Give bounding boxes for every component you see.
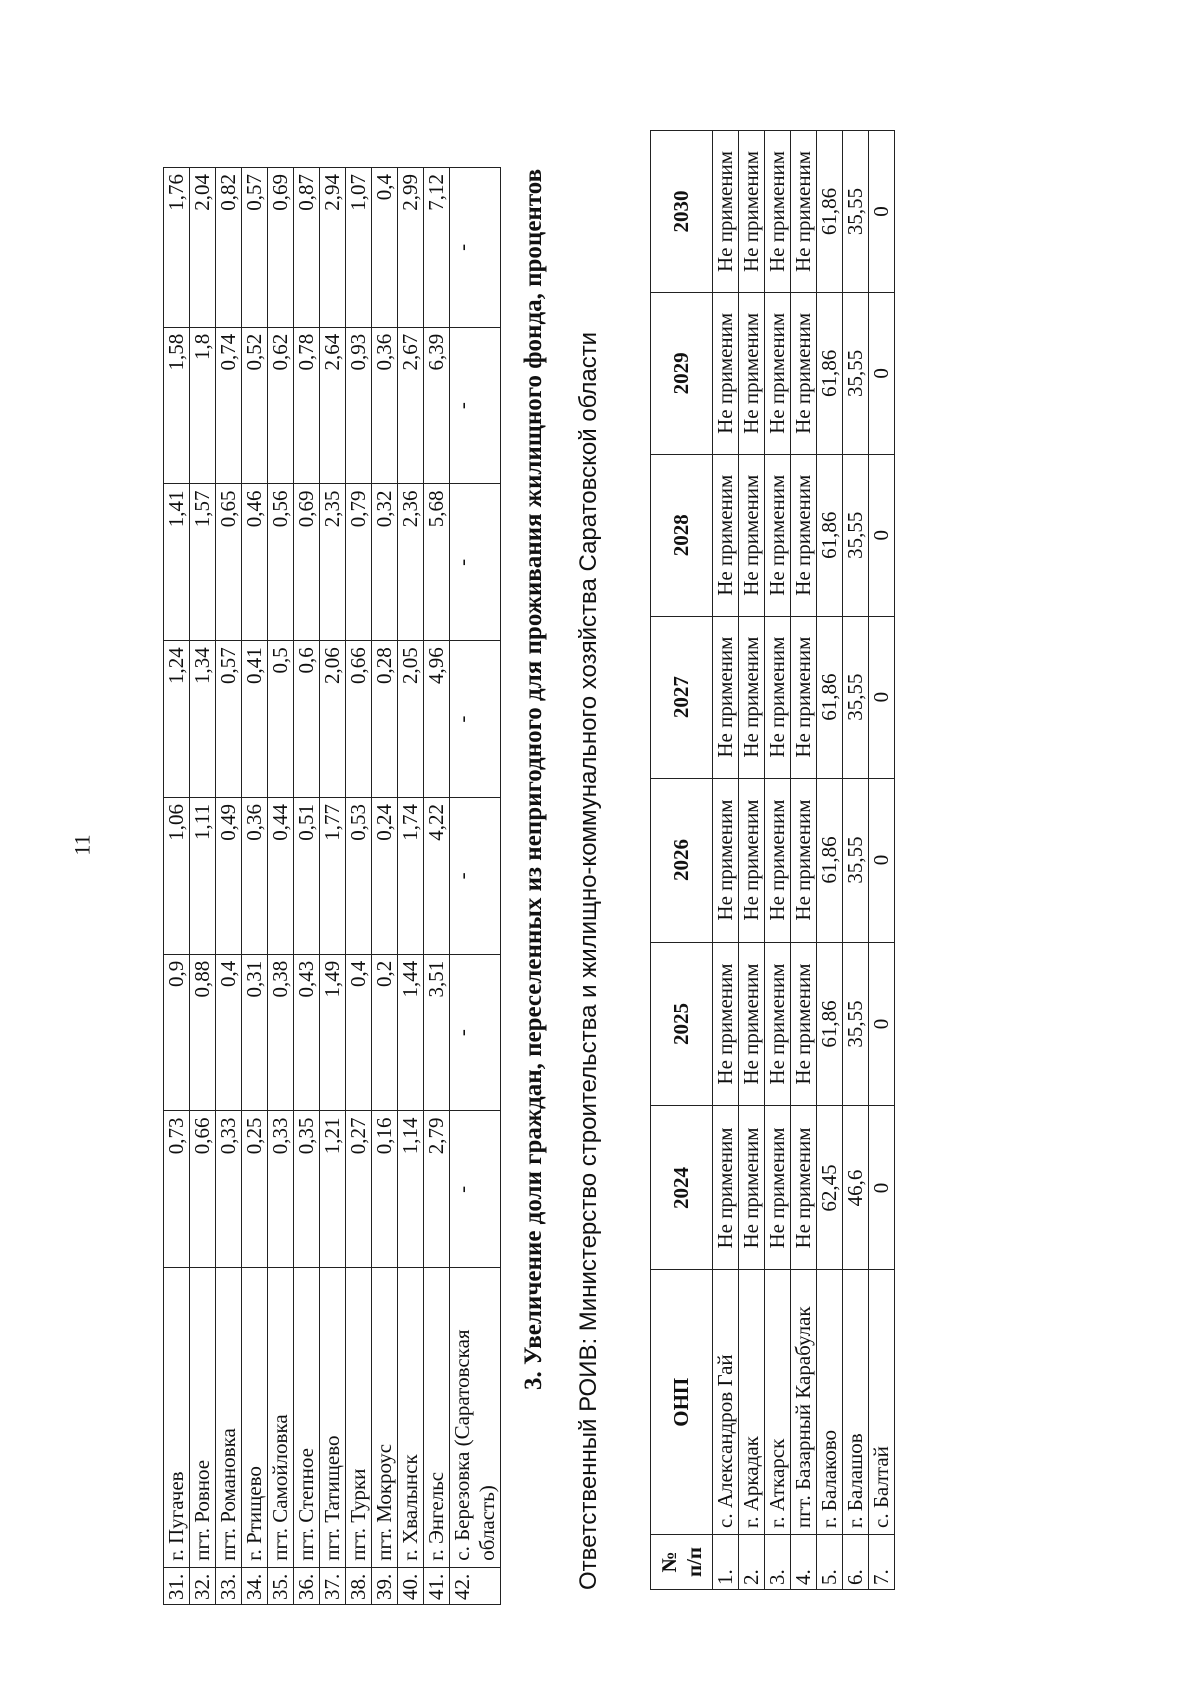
value-cell: Не применим: [739, 292, 765, 454]
value-cell: 0: [869, 292, 895, 454]
settlement-name: г. Ртищево: [242, 1268, 268, 1568]
settlement-name: пгт. Романовка: [216, 1268, 242, 1568]
value-cell: 62,45: [817, 1106, 843, 1270]
value-cell: -: [450, 641, 501, 798]
value-cell: 61,86: [817, 778, 843, 942]
value-cell: Не применим: [713, 292, 739, 454]
value-cell: 0,38: [268, 954, 294, 1111]
row-number: 38.: [346, 1567, 372, 1604]
table-row: [320, 168, 346, 1605]
value-cell: -: [450, 168, 501, 328]
value-cell: 1,14: [398, 1111, 424, 1268]
settlement-name: г. Аткарск: [765, 1270, 791, 1535]
value-cell: 46,6: [843, 1106, 869, 1270]
column-header: 2029: [651, 292, 713, 454]
value-cell: Не применим: [713, 131, 739, 293]
table-row: [713, 131, 739, 1590]
table-row: [268, 168, 294, 1605]
value-cell: -: [450, 484, 501, 641]
value-cell: 6,39: [424, 327, 450, 484]
row-number: 40.: [398, 1567, 424, 1604]
value-cell: 0,35: [294, 1111, 320, 1268]
value-cell: 0,65: [216, 484, 242, 641]
value-cell: 0,32: [372, 484, 398, 641]
column-header: № п/п: [651, 1534, 713, 1589]
settlement-name: с. Балтай: [869, 1270, 895, 1535]
table2-header-row: [651, 131, 713, 1590]
value-cell: Не применим: [791, 942, 817, 1106]
value-cell: 0,36: [372, 327, 398, 484]
value-cell: 0,66: [346, 641, 372, 798]
value-cell: 0,69: [268, 168, 294, 328]
column-header: 2026: [651, 778, 713, 942]
value-cell: 61,86: [817, 292, 843, 454]
settlement-name: пгт. Самойловка: [268, 1268, 294, 1568]
value-cell: 1,21: [320, 1111, 346, 1268]
settlement-name: пгт. Турки: [346, 1268, 372, 1568]
value-cell: 1,07: [346, 168, 372, 328]
value-cell: 1,74: [398, 797, 424, 954]
value-cell: 0,6: [294, 641, 320, 798]
value-cell: 0,4: [216, 954, 242, 1111]
value-cell: 61,86: [817, 942, 843, 1106]
value-cell: 1,58: [164, 327, 190, 484]
value-cell: Не применим: [791, 616, 817, 778]
row-number: 4.: [791, 1534, 817, 1589]
settlement-name: г. Балаково: [817, 1270, 843, 1535]
value-cell: 61,86: [817, 454, 843, 616]
settlement-name: г. Энгельс: [424, 1268, 450, 1568]
value-cell: 0,78: [294, 327, 320, 484]
value-cell: 1,44: [398, 954, 424, 1111]
row-number: 42.: [450, 1567, 501, 1604]
value-cell: 0,2: [372, 954, 398, 1111]
row-number: 36.: [294, 1567, 320, 1604]
value-cell: 0: [869, 616, 895, 778]
settlement-name: г. Хвалынск: [398, 1268, 424, 1568]
value-cell: 2,67: [398, 327, 424, 484]
value-cell: -: [450, 797, 501, 954]
section-title: 3. Увеличение доли граждан, переселенных из непригодного для проживания жилищного фонда, процентов: [520, 168, 547, 1390]
value-cell: 0,57: [216, 641, 242, 798]
value-cell: Не применим: [791, 1106, 817, 1270]
value-cell: 2,06: [320, 641, 346, 798]
settlement-name: пгт. Татищево: [320, 1268, 346, 1568]
value-cell: 0,46: [242, 484, 268, 641]
value-cell: Не применим: [713, 616, 739, 778]
settlement-name: пгт. Мокроус: [372, 1268, 398, 1568]
value-cell: 0,41: [242, 641, 268, 798]
table-row: [843, 131, 869, 1590]
table-row: [398, 168, 424, 1605]
table-row: [372, 168, 398, 1605]
value-cell: 0,74: [216, 327, 242, 484]
row-number: 35.: [268, 1567, 294, 1604]
value-cell: 4,22: [424, 797, 450, 954]
value-cell: 2,99: [398, 168, 424, 328]
table-row: [817, 131, 843, 1590]
value-cell: Не применим: [765, 778, 791, 942]
value-cell: 0,57: [242, 168, 268, 328]
table-row: [765, 131, 791, 1590]
settlement-name: пгт. Ровное: [190, 1268, 216, 1568]
value-cell: 0,82: [216, 168, 242, 328]
value-cell: 0,31: [242, 954, 268, 1111]
row-number: 6.: [843, 1534, 869, 1589]
table-row: [216, 168, 242, 1605]
table2-body: [713, 131, 895, 1590]
value-cell: 0,93: [346, 327, 372, 484]
value-cell: -: [450, 327, 501, 484]
column-header: 2030: [651, 131, 713, 293]
table1-body: [164, 168, 501, 1605]
value-cell: 2,35: [320, 484, 346, 641]
row-number: 3.: [765, 1534, 791, 1589]
table-row: [242, 168, 268, 1605]
value-cell: Не применим: [739, 454, 765, 616]
value-cell: 0,49: [216, 797, 242, 954]
value-cell: Не применим: [739, 1106, 765, 1270]
value-cell: 0,79: [346, 484, 372, 641]
row-number: 33.: [216, 1567, 242, 1604]
column-header: ОНП: [651, 1270, 713, 1535]
value-cell: 0: [869, 1106, 895, 1270]
row-number: 1.: [713, 1534, 739, 1589]
value-cell: 4,96: [424, 641, 450, 798]
value-cell: Не применим: [739, 942, 765, 1106]
value-cell: 0,5: [268, 641, 294, 798]
value-cell: 0,25: [242, 1111, 268, 1268]
value-cell: 35,55: [843, 131, 869, 293]
value-cell: 1,76: [164, 168, 190, 328]
value-cell: 0: [869, 942, 895, 1106]
value-cell: Не применим: [765, 616, 791, 778]
value-cell: 0,53: [346, 797, 372, 954]
value-cell: Не применим: [791, 292, 817, 454]
value-cell: Не применим: [791, 131, 817, 293]
value-cell: 0,27: [346, 1111, 372, 1268]
value-cell: Не применим: [765, 454, 791, 616]
value-cell: 61,86: [817, 131, 843, 293]
value-cell: 2,64: [320, 327, 346, 484]
table-resettlement-share: [650, 130, 895, 1590]
table-row: [450, 168, 501, 1605]
column-header: 2028: [651, 454, 713, 616]
value-cell: 0: [869, 131, 895, 293]
table-row: [346, 168, 372, 1605]
column-header: 2024: [651, 1106, 713, 1270]
column-header: 2025: [651, 942, 713, 1106]
value-cell: Не применим: [713, 1106, 739, 1270]
row-number: 5.: [817, 1534, 843, 1589]
value-cell: 0: [869, 778, 895, 942]
value-cell: Не применим: [713, 942, 739, 1106]
row-number: 39.: [372, 1567, 398, 1604]
table-row: [791, 131, 817, 1590]
value-cell: 2,94: [320, 168, 346, 328]
table-row: [190, 168, 216, 1605]
value-cell: 0,44: [268, 797, 294, 954]
value-cell: 0,33: [268, 1111, 294, 1268]
value-cell: 5,68: [424, 484, 450, 641]
value-cell: 0,66: [190, 1111, 216, 1268]
column-header: 2027: [651, 616, 713, 778]
value-cell: 1,77: [320, 797, 346, 954]
settlement-name: г. Аркадак: [739, 1270, 765, 1535]
value-cell: 35,55: [843, 778, 869, 942]
value-cell: 35,55: [843, 292, 869, 454]
value-cell: 2,05: [398, 641, 424, 798]
value-cell: 2,79: [424, 1111, 450, 1268]
value-cell: 1,34: [190, 641, 216, 798]
value-cell: 0,69: [294, 484, 320, 641]
value-cell: 35,55: [843, 616, 869, 778]
table-row: [294, 168, 320, 1605]
settlement-name: пгт. Степное: [294, 1268, 320, 1568]
row-number: 7.: [869, 1534, 895, 1589]
value-cell: 1,57: [190, 484, 216, 641]
table-row: [424, 168, 450, 1605]
value-cell: Не применим: [765, 292, 791, 454]
row-number: 32.: [190, 1567, 216, 1604]
value-cell: 0,43: [294, 954, 320, 1111]
row-number: 34.: [242, 1567, 268, 1604]
value-cell: 0,62: [268, 327, 294, 484]
table-onp-values-continued: [163, 167, 501, 1605]
value-cell: 61,86: [817, 616, 843, 778]
value-cell: 0,4: [346, 954, 372, 1111]
settlement-name: с. Березовка (Саратовская область): [450, 1268, 501, 1568]
value-cell: 0,33: [216, 1111, 242, 1268]
value-cell: Не применим: [765, 131, 791, 293]
settlement-name: г. Балашов: [843, 1270, 869, 1535]
value-cell: 0,52: [242, 327, 268, 484]
value-cell: 1,24: [164, 641, 190, 798]
value-cell: 0,51: [294, 797, 320, 954]
value-cell: 0,36: [242, 797, 268, 954]
value-cell: 3,51: [424, 954, 450, 1111]
value-cell: 35,55: [843, 454, 869, 616]
value-cell: 1,41: [164, 484, 190, 641]
value-cell: Не применим: [713, 778, 739, 942]
settlement-name: пгт. Базарный Карабулак: [791, 1270, 817, 1535]
row-number: 37.: [320, 1567, 346, 1604]
value-cell: 0,87: [294, 168, 320, 328]
row-number: 31.: [164, 1567, 190, 1604]
table-row: [869, 131, 895, 1590]
settlement-name: с. Александров Гай: [713, 1270, 739, 1535]
value-cell: 0,16: [372, 1111, 398, 1268]
value-cell: 0,4: [372, 168, 398, 328]
table-row: [164, 168, 190, 1605]
value-cell: 35,55: [843, 942, 869, 1106]
value-cell: Не применим: [791, 778, 817, 942]
responsible-authority: Ответственный РОИВ: Министерство строительства и жилищно-коммунального хозяйства Саратовской области: [575, 331, 602, 1590]
value-cell: 0,9: [164, 954, 190, 1111]
value-cell: Не применим: [713, 454, 739, 616]
value-cell: -: [450, 1111, 501, 1268]
value-cell: 1,8: [190, 327, 216, 484]
value-cell: 1,49: [320, 954, 346, 1111]
table-row: [739, 131, 765, 1590]
page-number: 11: [69, 834, 95, 856]
value-cell: 0,88: [190, 954, 216, 1111]
value-cell: Не применим: [765, 942, 791, 1106]
settlement-name: г. Пугачев: [164, 1268, 190, 1568]
value-cell: 1,06: [164, 797, 190, 954]
value-cell: -: [450, 954, 501, 1111]
value-cell: Не применим: [739, 616, 765, 778]
value-cell: 2,04: [190, 168, 216, 328]
value-cell: 7,12: [424, 168, 450, 328]
row-number: 41.: [424, 1567, 450, 1604]
value-cell: Не применим: [791, 454, 817, 616]
value-cell: Не применим: [739, 778, 765, 942]
value-cell: 0,24: [372, 797, 398, 954]
value-cell: Не применим: [765, 1106, 791, 1270]
value-cell: 1,11: [190, 797, 216, 954]
value-cell: 0,56: [268, 484, 294, 641]
value-cell: Не применим: [739, 131, 765, 293]
row-number: 2.: [739, 1534, 765, 1589]
value-cell: 0,28: [372, 641, 398, 798]
value-cell: 0,73: [164, 1111, 190, 1268]
value-cell: 2,36: [398, 484, 424, 641]
value-cell: 0: [869, 454, 895, 616]
